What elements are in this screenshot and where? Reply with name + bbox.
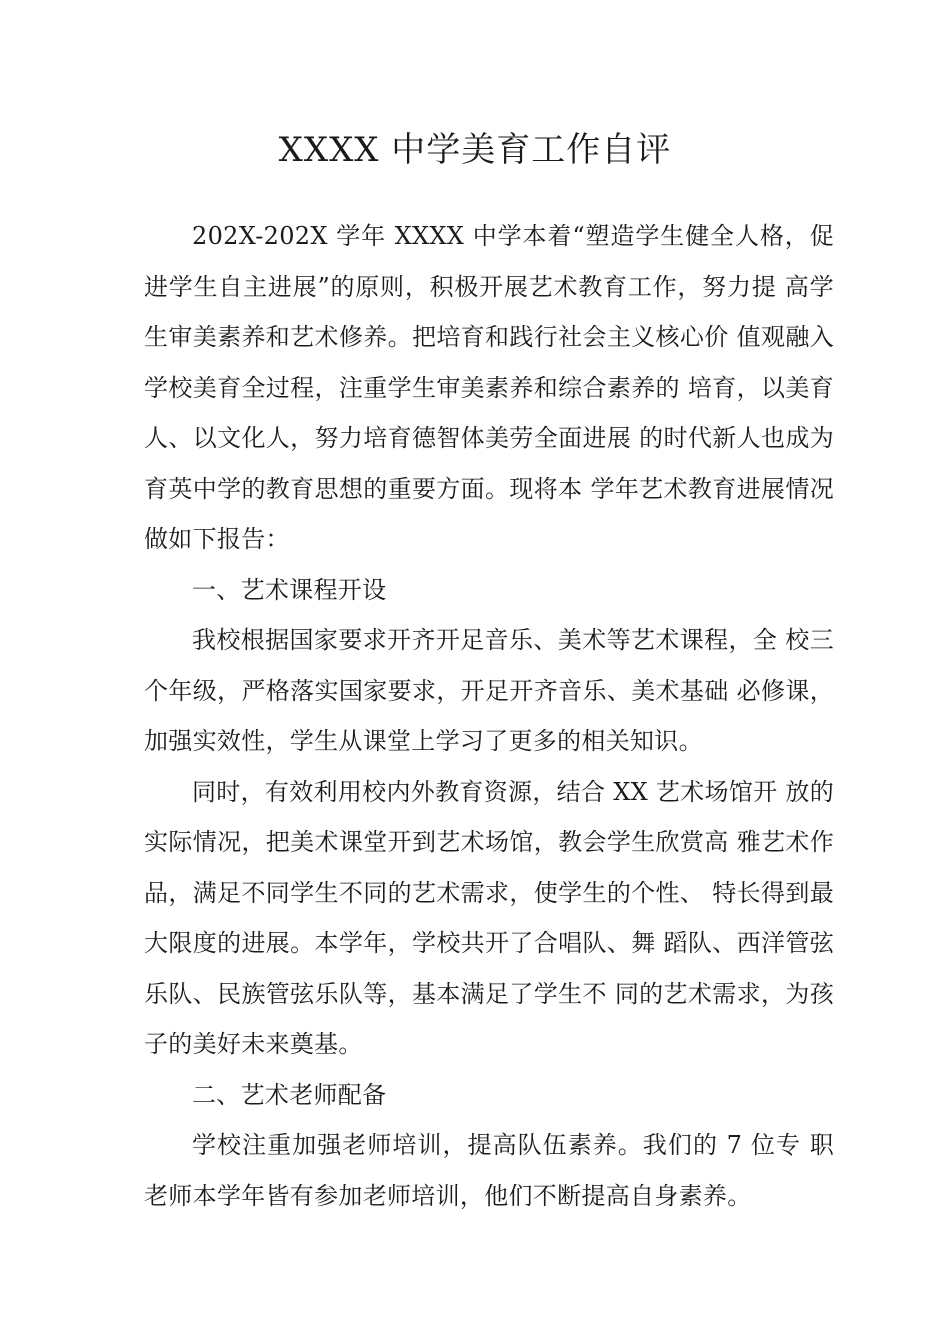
document-body	[144, 211, 834, 1221]
paragraph-art-resources: 同时，有效利用校内外教育资源，结合 XX 艺术场馆开 放的实际情况，把美术课堂开到艺术场馆，教会学生欣赏高 雅艺术作品，满足不同学生不同的艺术需求，使学生的个性、 特长得到最大限度的进展。本学年，学校共开了合唱队、舞 蹈队、西洋管弦乐队、民族管弦乐队等，基本满足了学生不 同的艺术需求，为孩子的美好未来奠基。	[144, 777, 834, 1058]
section-heading-art-courses: 一、艺术课程开设	[192, 575, 387, 604]
section-heading-art-teachers: 二、艺术老师配备	[192, 1080, 387, 1109]
paragraph-art-teachers: 学校注重加强老师培训，提高队伍素养。我们的 7 位专 职老师本学年皆有参加老师培训，他们不断提高自身素养。	[144, 1131, 834, 1210]
paragraph-art-courses: 我校根据国家要求开齐开足音乐、美术等艺术课程，全 校三个年级，严格落实国家要求，开足开齐音乐、美术基础 必修课，加强实效性，学生从课堂上学习了更多的相关知识。	[144, 626, 834, 755]
document-title: XXXX 中学美育工作自评	[278, 130, 672, 170]
paragraph-intro: 202X-202X 学年 XXXX 中学本着“塑造学生健全人格，促 进学生自主进展”的原则，积极开展艺术教育工作，努力提 高学生审美素养和艺术修养。把培育和践行社会主义核心价 值观融入学校美育全过程，注重学生审美素养和综合素养的 培育，以美育人、以文化人，努力培育德智体美劳全面进展 的时代新人也成为育英中学的教育思想的重要方面。现将本 学年艺术教育进展情况做如下报告：	[144, 222, 834, 553]
